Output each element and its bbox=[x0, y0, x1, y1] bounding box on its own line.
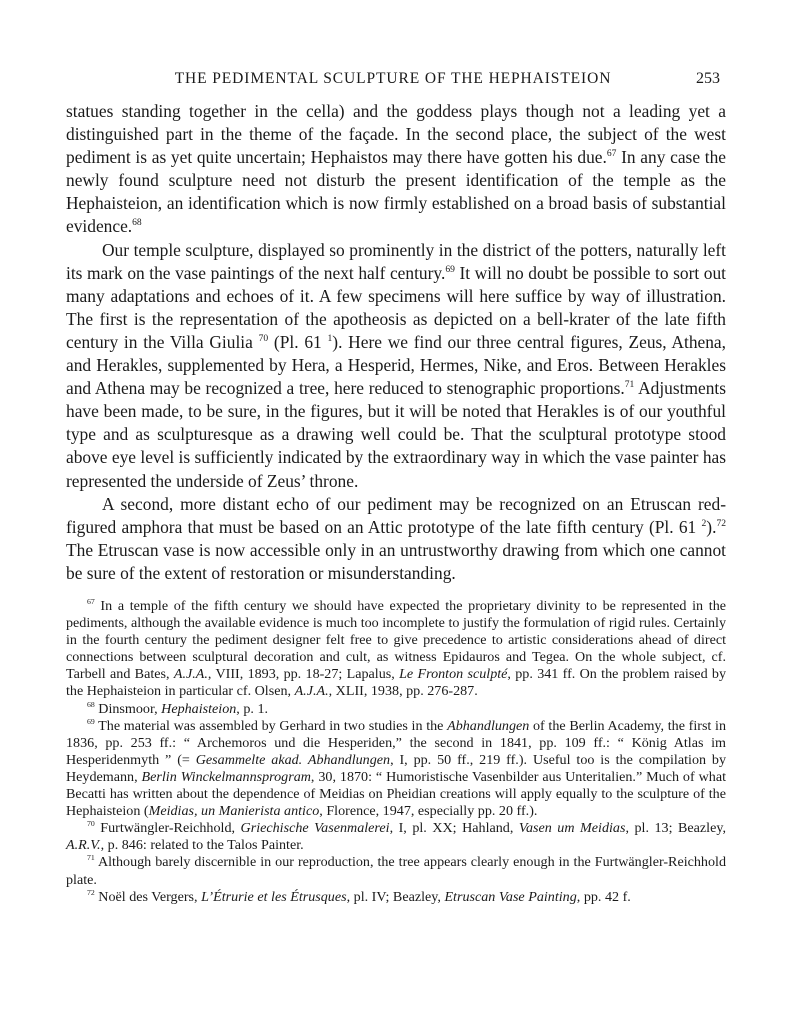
text-run: In a temple of the fifth century we should have expected the proprietary divinity to be represented in the pediments, although the available evidence is much too incomplete to justify the formulation of rigid rules. Certainly in the fourth century the pediment designer felt free to give precedence to artistic considerations ahead of direct connections between sculptural decoration and cult, as witness Epidauros and Tegea. On the whole subject, cf. Tarbell and Bates, bbox=[66, 598, 726, 683]
paragraph-1 bbox=[66, 100, 726, 239]
text-run: A second, more distant echo of our pediment may be recognized on an Etruscan red-figured amphora that must be based on an Attic prototype of the late fifth century (Pl. 61 bbox=[66, 493, 726, 537]
text-run: , Florence, 1947, especially pp. 20 ff.). bbox=[319, 803, 538, 820]
footnote-68 bbox=[66, 701, 726, 718]
text-run: , 30, 1870: “ Humoristische Vasenbilder aus Unteritalien.” Much of what Becatti has written about the dependence of Meidias on Pheidian creations will apply equally to the sculpture of the Hephaisteion ( bbox=[66, 768, 726, 820]
footnote-69 bbox=[66, 718, 726, 821]
footnote-number: 67 bbox=[87, 597, 95, 607]
text-run: , XLII, 1938, pp. 276-287. bbox=[328, 683, 478, 700]
text-run: , I, pl. XX; Hahland, bbox=[389, 820, 519, 837]
text-run: , pp. 341 ff. On the problem raised by the Hephaisteion in particular cf. Olsen, bbox=[66, 666, 727, 700]
footnote-ref-67[interactable]: 67 bbox=[606, 148, 617, 160]
page-number: 253 bbox=[696, 70, 720, 87]
text-run: Noël des Vergers, bbox=[94, 888, 202, 905]
citation-title: Etruscan Vase Painting bbox=[444, 888, 577, 905]
text-run: statues standing together in the cella) and the goddess plays though not a leading yet a distinguished part in the theme of the façade. In the second place, the subject of the west pediment is as yet quite uncertain; Hephaistos may there have gotten his due. bbox=[66, 101, 726, 168]
footnote-number: 68 bbox=[87, 699, 95, 709]
footnote-71 bbox=[66, 854, 726, 888]
paragraph-3 bbox=[66, 493, 726, 585]
text-run: Although barely discernible in our reproduction, the tree appears clearly enough in the Furtwängler-Reichhold plate. bbox=[66, 854, 726, 888]
text-run: The material was assembled by Gerhard in two studies in the bbox=[94, 717, 448, 734]
footnotes bbox=[66, 598, 726, 906]
citation-title: Gesammelte akad. Abhandlungen bbox=[195, 751, 391, 768]
text-run: Dinsmoor, bbox=[94, 700, 162, 717]
text-run: Furtwängler-Reichhold, bbox=[94, 820, 241, 837]
citation-title: Berlin Winckelmannsprogram bbox=[141, 768, 311, 785]
footnote-ref-72[interactable]: 72 bbox=[716, 517, 726, 529]
text-run: (Pl. 61 bbox=[268, 331, 328, 352]
citation-title: Vasen um Meidias bbox=[518, 820, 626, 837]
text-run: , pl. IV; Beazley, bbox=[346, 888, 445, 905]
footnote-ref-71[interactable]: 71 bbox=[624, 378, 635, 390]
text-run: , pl. 13; Beazley, bbox=[625, 820, 727, 837]
text-run: Our temple sculpture, displayed so prominently in the district of the potters, naturally left its mark on the vase paintings of the next half century. bbox=[66, 239, 726, 283]
footnote-number: 72 bbox=[87, 887, 95, 897]
plate-figure-number: 2 bbox=[701, 517, 707, 529]
citation-title: Le Fronton sculpté bbox=[399, 666, 508, 683]
citation-title: Griechische Vasenmalerei bbox=[240, 820, 390, 837]
text-run: It will no doubt be possible to sort out many adaptations and echoes of it. A few specimens will here suffice by way of illustration. The first is the representation of the apotheosis as depicted on a bell-krater of the late fifth century in the Villa Giulia bbox=[66, 262, 727, 352]
text-run: , p. 1. bbox=[236, 700, 269, 717]
text-run: Adjustments have been made, to be sure, in the figures, but it will be noted that Herakles is of our youthful type and as sculpturesque as a drawing well could be. That the sculptural prototype stood above eye level is sufficiently indicated by the extraordinary way in which the vase painter has represented the underside of Zeus’ throne. bbox=[66, 378, 726, 491]
body-text bbox=[66, 100, 726, 585]
citation-title: L’Étrurie et les Étrusques bbox=[201, 888, 347, 905]
text-run: , p. 846: related to the Talos Painter. bbox=[100, 837, 304, 854]
footnote-number: 71 bbox=[87, 853, 95, 863]
footnote-number: 70 bbox=[87, 819, 95, 829]
running-head: THE PEDIMENTAL SCULPTURE OF THE HEPHAISTEION bbox=[174, 70, 612, 87]
footnote-ref-68[interactable]: 68 bbox=[132, 217, 142, 229]
footnote-70 bbox=[66, 820, 726, 854]
text-run: The Etruscan vase is now accessible only in an untrustworthy drawing from which one cannot be sure of the extent of restoration or misunderstanding. bbox=[66, 539, 726, 583]
citation-title: A.J.A. bbox=[294, 683, 329, 700]
text-run: ). bbox=[706, 516, 717, 537]
text-run: of the Berlin Academy, the first in 1836, pp. 253 ff.: “ Archemoros und die Hesperiden,” the second in 1841, pp. 109 ff.: “ König Atlas im Hesperidenmyth ” (= bbox=[66, 717, 726, 768]
text-run: In any case the newly found sculpture need not disturb the present identification of the temple as the Hephaisteion, an identification which is now firmly established on a broad basis of substantial evidence. bbox=[66, 147, 726, 237]
footnote-72 bbox=[66, 889, 726, 906]
footnote-ref-69[interactable]: 69 bbox=[445, 263, 455, 275]
citation-title: Abhandlungen bbox=[447, 717, 530, 734]
footnote-ref-70[interactable]: 70 bbox=[258, 332, 269, 344]
plate-figure-number: 1 bbox=[327, 332, 333, 344]
text-run: , pp. 42 f. bbox=[576, 888, 631, 905]
citation-title: A.J.A. bbox=[173, 666, 208, 683]
text-run: , I, pp. 50 ff., 219 ff.). Useful too is the compilation by Heydemann, bbox=[66, 751, 727, 785]
paragraph-2 bbox=[66, 239, 726, 493]
citation-title: Meidias, un Manierista antico bbox=[148, 803, 320, 820]
page-header bbox=[66, 70, 720, 92]
text-run: ). Here we find our three central figures, Zeus, Athena, and Herakles, supplemented by Hera, a Hesperid, Hermes, Nike, and Eros. Between Herakles and Athena may be recognized a tree, here reduced to stenographic proportions. bbox=[66, 331, 726, 399]
citation-title: Hephaisteion bbox=[161, 700, 237, 717]
footnote-number: 69 bbox=[87, 716, 95, 726]
footnote-67 bbox=[66, 598, 726, 701]
text-run: , VIII, 1893, pp. 18-27; Lapalus, bbox=[207, 666, 400, 683]
citation-title: A.R.V. bbox=[66, 837, 101, 854]
